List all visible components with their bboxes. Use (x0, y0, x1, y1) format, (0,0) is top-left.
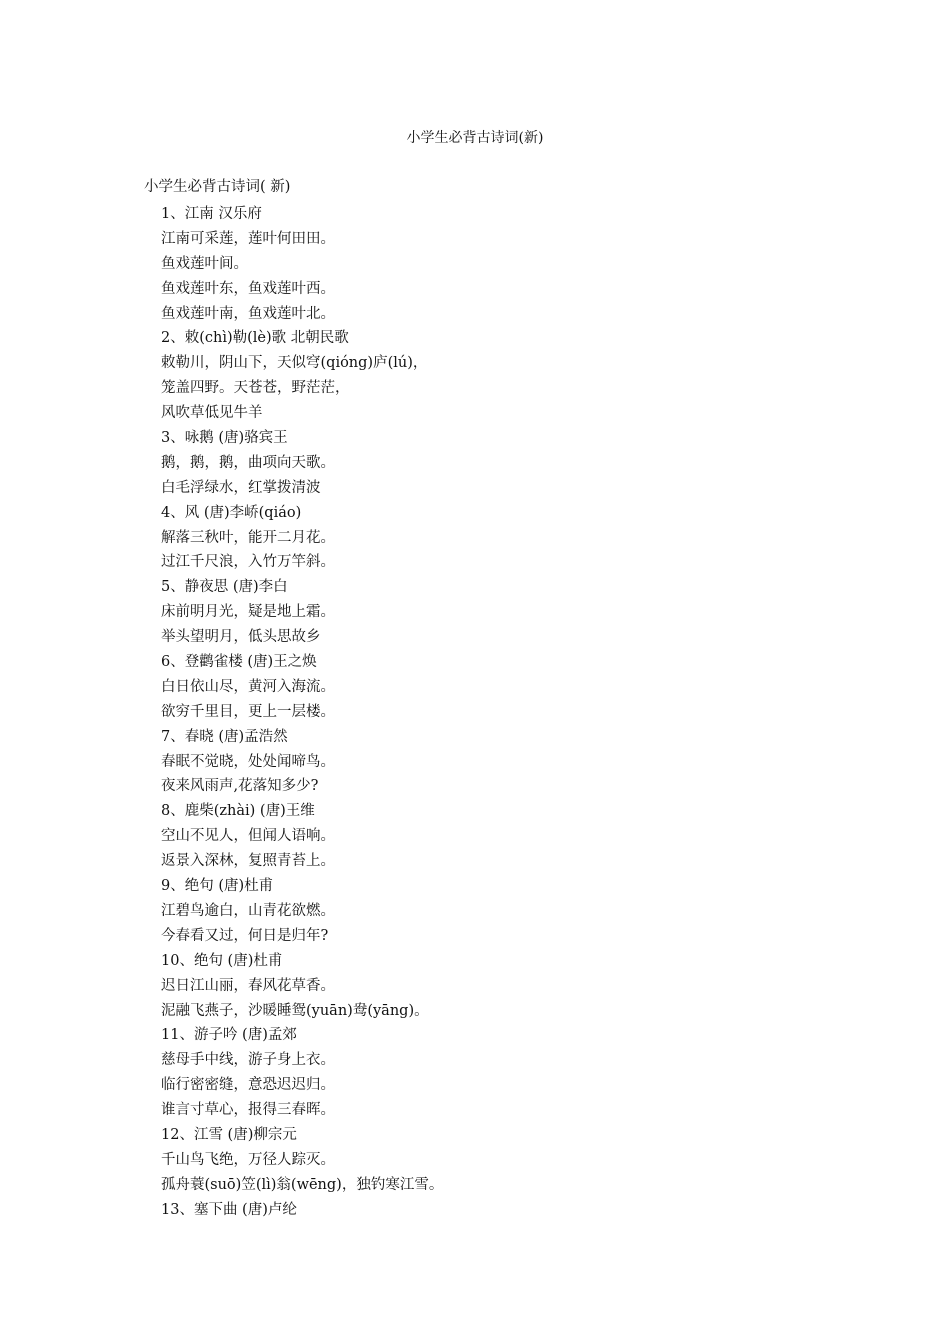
poem-text-line: 孤舟蓑(suō)笠(lì)翁(wēng)，独钓寒江雪。 (161, 1176, 444, 1193)
poem-text-line: 风吹草低见牛羊 (161, 405, 263, 422)
poem-text-line: 临行密密缝，意恐迟迟归。 (161, 1077, 335, 1094)
poem-text-line: 解落三秋叶，能开二月花。 (161, 529, 335, 546)
poem-text-line: 返景入深林，复照青苔上。 (161, 853, 335, 870)
poem-text-line: 江南可采莲，莲叶何田田。 (161, 230, 335, 247)
document-heading: 小学生必背古诗词( 新) (144, 179, 291, 195)
poem-text-line: 白日依山尽，黄河入海流。 (161, 678, 335, 695)
poem-text-line: 鱼戏莲叶东，鱼戏莲叶西。 (161, 280, 335, 297)
poem-text-line: 敕勒川，阴山下，天似穹(qióng)庐(lú)， (161, 355, 428, 372)
poem-title-line: 3、咏鹅 (唐)骆宾王 (161, 430, 288, 447)
poem-title-line: 12、江雪 (唐)柳宗元 (161, 1126, 297, 1143)
poem-text-line: 春眠不觉晓，处处闻啼鸟。 (161, 753, 335, 770)
poem-title-line: 4、风 (唐)李峤(qiáo) (161, 504, 302, 521)
poem-text-line: 鱼戏莲叶南，鱼戏莲叶北。 (161, 305, 335, 322)
poem-text-line: 夜来风雨声,花落知多少? (161, 778, 319, 795)
poem-text-line: 迟日江山丽，春风花草香。 (161, 977, 335, 994)
poem-list (161, 202, 443, 1223)
poem-title-line: 6、登鹳雀楼 (唐)王之焕 (161, 654, 317, 671)
page-title: 小学生必背古诗词(新) (406, 130, 544, 146)
poem-text-line: 千山鸟飞绝，万径人踪灭。 (161, 1151, 335, 1168)
poem-text-line: 空山不见人，但闻人语响。 (161, 828, 335, 845)
poem-text-line: 慈母手中线，游子身上衣。 (161, 1052, 335, 1069)
poem-text-line: 谁言寸草心，报得三春晖。 (161, 1102, 335, 1119)
poem-text-line: 过江千尺浪，入竹万竿斜。 (161, 554, 335, 571)
poem-text-line: 床前明月光，疑是地上霜。 (161, 604, 335, 621)
poem-text-line: 欲穷千里目，更上一层楼。 (161, 703, 335, 720)
poem-title-line: 10、绝句 (唐)杜甫 (161, 952, 283, 969)
poem-text-line: 鹅，鹅，鹅，曲项向天歌。 (161, 454, 335, 471)
poem-text-line: 鱼戏莲叶间。 (161, 255, 248, 272)
poem-text-line: 江碧鸟逾白，山青花欲燃。 (161, 902, 335, 919)
poem-title-line: 1、江南 汉乐府 (161, 206, 262, 222)
poem-text-line: 今春看又过，何日是归年? (161, 927, 329, 944)
poem-text-line: 白毛浮绿水，红掌拨清波 (161, 479, 321, 496)
poem-title-line: 13、塞下曲 (唐)卢纶 (161, 1201, 297, 1218)
poem-title-line: 9、绝句 (唐)杜甫 (161, 878, 274, 895)
poem-title-line: 8、鹿柴(zhài) (唐)王维 (161, 803, 315, 820)
poem-text-line: 笼盖四野。天苍苍，野茫茫， (161, 380, 350, 397)
poem-title-line: 11、游子吟 (唐)孟郊 (161, 1027, 297, 1044)
poem-text-line: 举头望明月，低头思故乡 (161, 629, 321, 646)
poem-title-line: 2、敕(chì)勒(lè)歌 北朝民歌 (161, 330, 349, 347)
poem-title-line: 7、春晓 (唐)孟浩然 (161, 728, 288, 745)
poem-text-line: 泥融飞燕子，沙暖睡鸳(yuān)鸯(yāng)。 (161, 1002, 429, 1019)
poem-title-line: 5、静夜思 (唐)李白 (161, 579, 288, 596)
